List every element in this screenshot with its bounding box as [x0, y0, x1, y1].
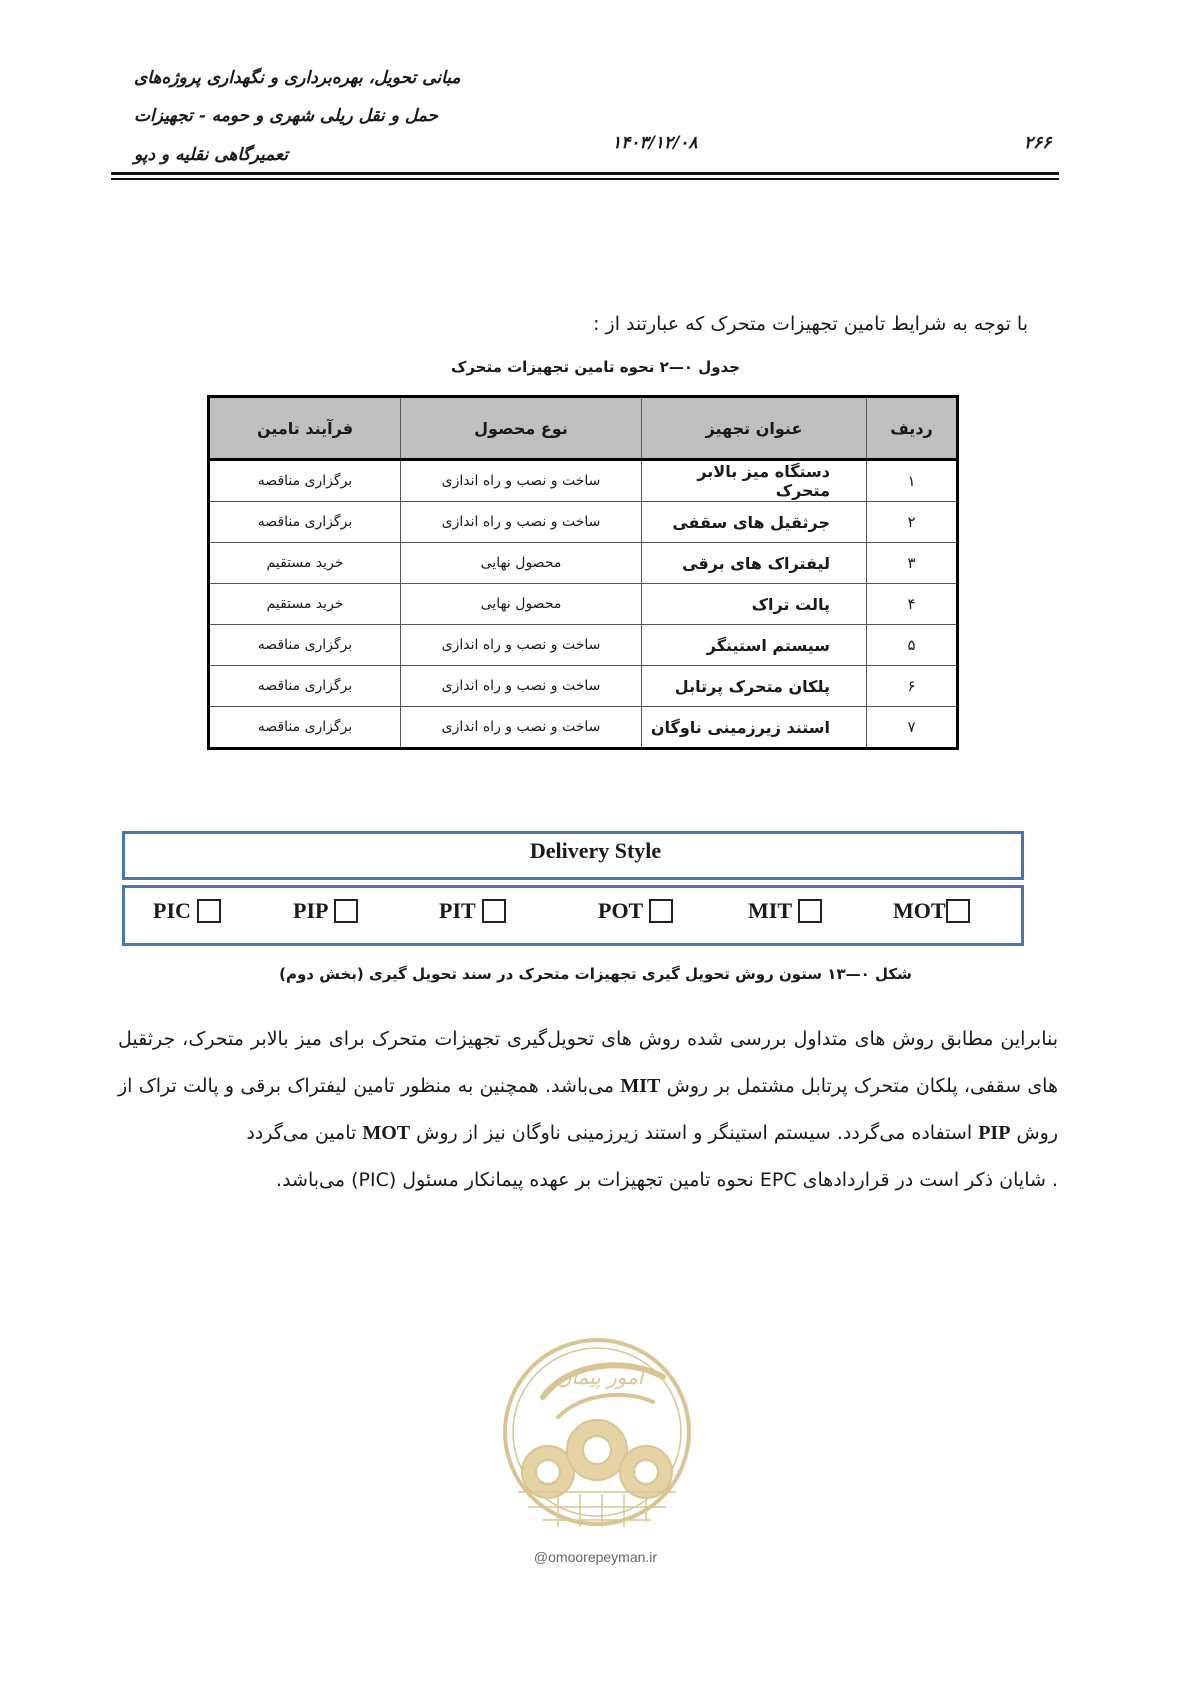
- row-supply-process: خرید مستقیم: [209, 584, 401, 625]
- figure-caption: شکل ۰—۱۳ ستون روش تحویل گیری تجهیزات متحرک در سند تحویل گیری (بخش دوم): [279, 965, 912, 983]
- pot-checkbox[interactable]: [649, 899, 673, 923]
- option-pit: [439, 898, 506, 924]
- row-index: ۶: [867, 666, 958, 707]
- watermark-url: @omoorepeyman.ir: [533, 1549, 658, 1565]
- header-title-line-3: تعمیرگاهی نقلیه و دپو: [134, 145, 288, 165]
- header-name: عنوان تجهیز: [642, 397, 867, 460]
- row-product-type: محصول نهایی: [401, 584, 642, 625]
- row-equipment-name: پالت تراک: [642, 584, 867, 625]
- table-caption: جدول ۰—۲ نحوه تامین تجهیزات متحرک: [450, 358, 741, 376]
- mot-checkbox[interactable]: [946, 899, 970, 923]
- method-pip: PIP: [978, 1122, 1011, 1144]
- header-process: فرآیند تامین: [209, 397, 401, 460]
- paragraph-segment-3: استفاده می‌گردد. سیستم استینگر و استند زیرزمینی ناوگان نیز از روش: [416, 1122, 973, 1144]
- row-equipment-name: سیستم استینگر: [642, 625, 867, 666]
- option-pip-label: PIP: [293, 898, 329, 923]
- row-index: ۷: [867, 707, 958, 749]
- row-equipment-name: جرثقیل های سقفی: [642, 502, 867, 543]
- header-date: ۱۴۰۳/۱۲/۰۸: [612, 133, 698, 153]
- delivery-style-title: Delivery Style: [529, 838, 662, 863]
- header-title-line-2: حمل و نقل ریلی شهری و حومه - تجهیزات: [134, 106, 439, 126]
- equipment-table: [207, 395, 959, 750]
- row-product-type: ساخت و نصب و راه اندازی: [401, 502, 642, 543]
- paragraph-segment-2: می‌باشد. همچنین به منظور تامین لیفتراک برقی و پالت تراک از روش: [118, 1075, 1058, 1144]
- table-row: [209, 543, 958, 584]
- table-row: [209, 584, 958, 625]
- option-pip: [293, 898, 358, 924]
- row-product-type: ساخت و نصب و راه اندازی: [401, 625, 642, 666]
- row-index: ۴: [867, 584, 958, 625]
- row-index: ۵: [867, 625, 958, 666]
- row-supply-process: برگزاری مناقصه: [209, 460, 401, 502]
- table-header-row: [209, 397, 958, 460]
- row-equipment-name: لیفتراک های برقی: [642, 543, 867, 584]
- row-product-type: محصول نهایی: [401, 543, 642, 584]
- row-product-type: ساخت و نصب و راه اندازی: [401, 707, 642, 749]
- option-pic: [153, 898, 221, 924]
- table-row: [209, 625, 958, 666]
- method-mit: MIT: [620, 1075, 661, 1097]
- body-paragraph: [118, 1016, 1058, 1204]
- header-title-line-1: مبانی تحویل، بهره‌برداری و نگهداری پروژه‌های: [134, 68, 461, 88]
- method-mot: MOT: [362, 1122, 411, 1144]
- paragraph-segment-4: تامین می‌گردد: [246, 1122, 357, 1144]
- row-product-type: ساخت و نصب و راه اندازی: [401, 460, 642, 502]
- table-row: [209, 460, 958, 502]
- option-pot: [598, 898, 673, 924]
- table-row: [209, 707, 958, 749]
- row-supply-process: برگزاری مناقصه: [209, 666, 401, 707]
- row-index: ۳: [867, 543, 958, 584]
- row-supply-process: برگزاری مناقصه: [209, 625, 401, 666]
- option-mit: [748, 898, 822, 924]
- header-product: نوع محصول: [401, 397, 642, 460]
- row-equipment-name: استند زیرزمینی ناوگان: [642, 707, 867, 749]
- paragraph-segment-1: بنابراین مطابق روش های متداول بررسی شده روش های تحویل‌گیری تجهیزات متحرک برای میز بالابر متحرک، جرثقیل های سقفی، پلکان متحرک پرتابل مشتمل بر روش: [118, 1028, 1058, 1097]
- logo-text: امور پیمان: [556, 1365, 644, 1389]
- row-equipment-name: پلکان متحرک پرتابل: [642, 666, 867, 707]
- option-mot: [893, 898, 970, 924]
- header-rule-bottom: [111, 178, 1059, 180]
- paragraph-segment-5: . شایان ذکر است در قراردادهای EPC نحوه تامین تجهیزات بر عهده پیمانکار مسئول (PIC) می‌باشد.: [276, 1169, 1058, 1191]
- option-mot-label: MOT: [893, 898, 946, 923]
- option-pot-label: POT: [598, 898, 644, 923]
- header-rule-top: [111, 172, 1059, 175]
- row-supply-process: برگزاری مناقصه: [209, 502, 401, 543]
- delivery-style-options-box: [122, 885, 1024, 946]
- option-pic-label: PIC: [153, 898, 191, 923]
- table-row: [209, 502, 958, 543]
- row-supply-process: خرید مستقیم: [209, 543, 401, 584]
- row-index: ۱: [867, 460, 958, 502]
- page-number: ۲۶۶: [1024, 133, 1052, 153]
- mit-checkbox[interactable]: [798, 899, 822, 923]
- header-index: ردیف: [867, 397, 958, 460]
- pic-checkbox[interactable]: [197, 899, 221, 923]
- option-mit-label: MIT: [748, 898, 792, 923]
- row-index: ۲: [867, 502, 958, 543]
- table-row: [209, 666, 958, 707]
- row-supply-process: برگزاری مناقصه: [209, 707, 401, 749]
- omoorepeyman-logo: [488, 1322, 706, 1567]
- intro-sentence: با توجه به شرایط تامین تجهیزات متحرک که عبارتند از :: [593, 313, 1028, 335]
- row-product-type: ساخت و نصب و راه اندازی: [401, 666, 642, 707]
- pit-checkbox[interactable]: [482, 899, 506, 923]
- row-equipment-name: دستگاه میز بالابر متحرک: [642, 460, 867, 502]
- option-pit-label: PIT: [439, 898, 476, 923]
- pip-checkbox[interactable]: [334, 899, 358, 923]
